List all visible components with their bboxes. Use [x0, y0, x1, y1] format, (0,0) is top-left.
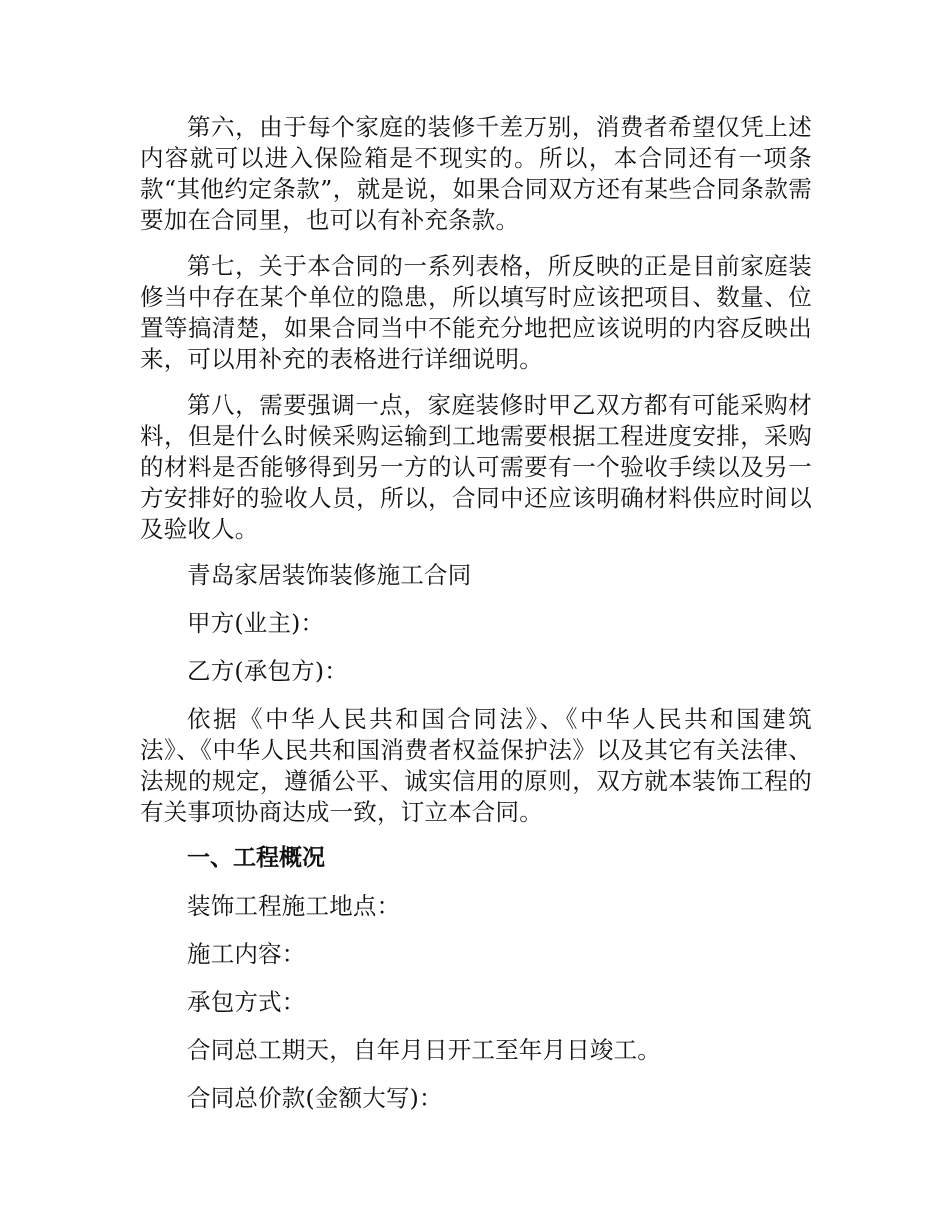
paragraph-legal-basis: 依据《中华人民共和国合同法》、《中华人民共和国建筑法》、《中华人民共和国消费者权益保护法》以及其它有关法律、法规的规定，遵循公平、诚实信用的原则，双方就本装饰工程的有关事项协商达成一致，订立本合同。 — [140, 705, 812, 826]
field-contract-mode: 承包方式： — [187, 988, 306, 1016]
field-total-price: 合同总价款(金额大写)： — [187, 1084, 443, 1112]
party-b-line: 乙方(承包方)： — [187, 657, 348, 685]
paragraph-article-6: 第六，由于每个家庭的装修千差万别，消费者希望仅凭上述内容就可以进入保险箱是不现实的。所以，本合同还有一项条款“其他约定条款”，就是说，如果合同双方还有某些合同条款需要加在合同里，也可以有补充条款。 — [140, 113, 812, 234]
contract-title: 青岛家居装饰装修施工合同 — [187, 561, 472, 589]
document-page — [140, 112, 812, 1131]
field-construction-location: 装饰工程施工地点： — [187, 892, 401, 920]
paragraph-article-8: 第八，需要强调一点，家庭装修时甲乙双方都有可能采购材料，但是什么时候采购运输到工地需要根据工程进度安排，采购的材料是否能够得到另一方的认可需要有一个验收手续以及另一方安排好的验收人员，所以，合同中还应该明确材料供应时间以及验收人。 — [140, 391, 812, 543]
section-heading-project-overview: 一、工程概况 — [187, 845, 325, 871]
field-construction-content: 施工内容： — [187, 940, 306, 968]
field-contract-duration: 合同总工期天，自年月日开工至年月日竣工。 — [187, 1036, 661, 1064]
paragraph-article-7: 第七，关于本合同的一系列表格，所反映的正是目前家庭装修当中存在某个单位的隐患，所以填写时应该把项目、数量、位置等搞清楚，如果合同当中不能充分地把应该说明的内容反映出来，可以用补充的表格进行详细说明。 — [140, 252, 812, 373]
party-a-line: 甲方(业主)： — [187, 609, 325, 637]
